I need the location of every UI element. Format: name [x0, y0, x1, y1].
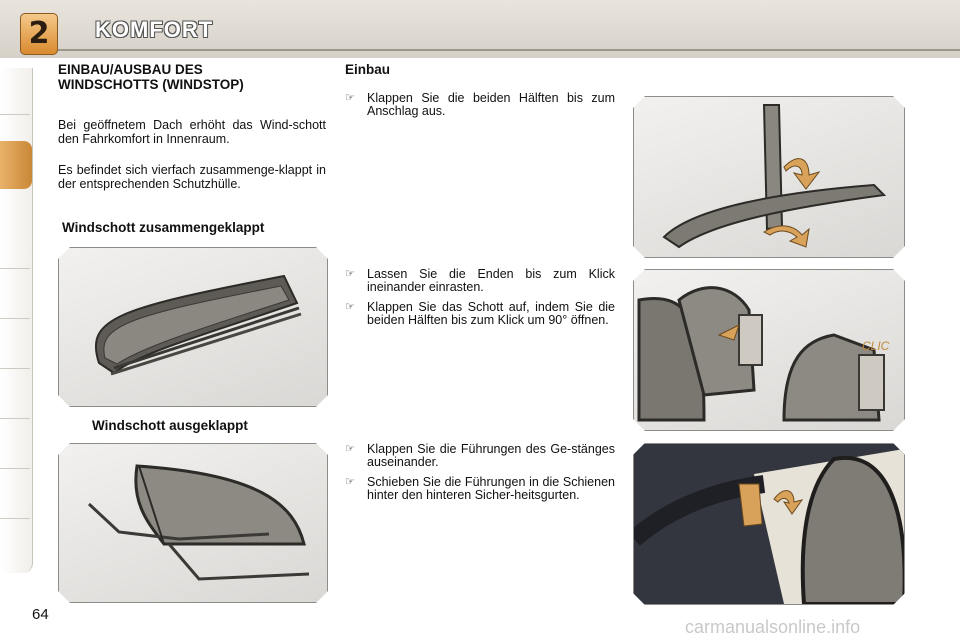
illustration-insert-guides [633, 443, 905, 605]
pointing-hand-icon: ☞ [345, 443, 355, 455]
intro-paragraph: Bei geöffnetem Dach erhöht das Wind-schott den Fahrkomfort in Innenraum. [58, 118, 326, 146]
list-item-text: Klappen Sie die Führungen des Ge-stänges auseinander. [367, 442, 615, 469]
header-divider [40, 49, 960, 51]
list-item-text: Klappen Sie das Schott auf, indem Sie die beiden Hälften bis zum Klick um 90° öffnen. [367, 300, 615, 327]
storage-paragraph: Es befindet sich vierfach zusammenge-klappt in der entsprechenden Schutzhülle. [58, 163, 326, 191]
illustration-unfolded-windstop [58, 443, 328, 603]
side-tab-divider [0, 268, 30, 269]
folded-windstop-drawing [59, 248, 327, 406]
watermark: carmanualsonline.info [685, 617, 861, 637]
list-item [345, 268, 615, 294]
side-tab-divider [0, 114, 30, 115]
list-item-text: Schieben Sie die Führungen in die Schienen hinter den hinteren Sicher-heitsgurten. [367, 475, 615, 502]
side-tab-divider [0, 468, 30, 469]
pointing-hand-icon: ☞ [345, 268, 355, 280]
page-number: 64 [32, 606, 49, 623]
caption-folded: Windschott zusammengeklappt [62, 220, 265, 235]
side-tab-divider [0, 368, 30, 369]
pointing-hand-icon: ☞ [345, 92, 355, 104]
caption-unfolded: Windschott ausgeklappt [92, 418, 248, 433]
side-tab-divider [0, 318, 30, 319]
list-item [345, 476, 615, 502]
list-item-text: Klappen Sie die beiden Hälften bis zum Anschlag aus. [367, 91, 615, 118]
side-tab-divider [0, 518, 30, 519]
unfolded-windstop-drawing [59, 444, 327, 602]
list-item [345, 443, 615, 469]
pointing-hand-icon: ☞ [345, 301, 355, 313]
insert-guides-drawing [634, 444, 904, 604]
illustration-lock-ends [633, 269, 905, 431]
section-heading-windstop: EINBAU/AUSBAU DES WINDSCHOTTS (WINDSTOP) [58, 62, 244, 92]
list-item-text: Lassen Sie die Enden bis zum Klick ineinander einrasten. [367, 267, 615, 294]
list-item [345, 92, 615, 118]
unfold-halves-drawing [634, 97, 904, 257]
lock-ends-drawing [634, 270, 904, 430]
list-item [345, 301, 615, 327]
pointing-hand-icon: ☞ [345, 476, 355, 488]
chapter-title: KOMFORT [95, 17, 214, 42]
illustration-unfold-halves [633, 96, 905, 258]
side-tab-active-chapter [0, 141, 32, 189]
illustration-folded-windstop [58, 247, 328, 407]
clic-label: CLIC [862, 339, 890, 353]
chapter-number-badge: 2 [20, 13, 58, 55]
section-heading-einbau: Einbau [345, 62, 391, 77]
side-tab-divider [0, 418, 30, 419]
